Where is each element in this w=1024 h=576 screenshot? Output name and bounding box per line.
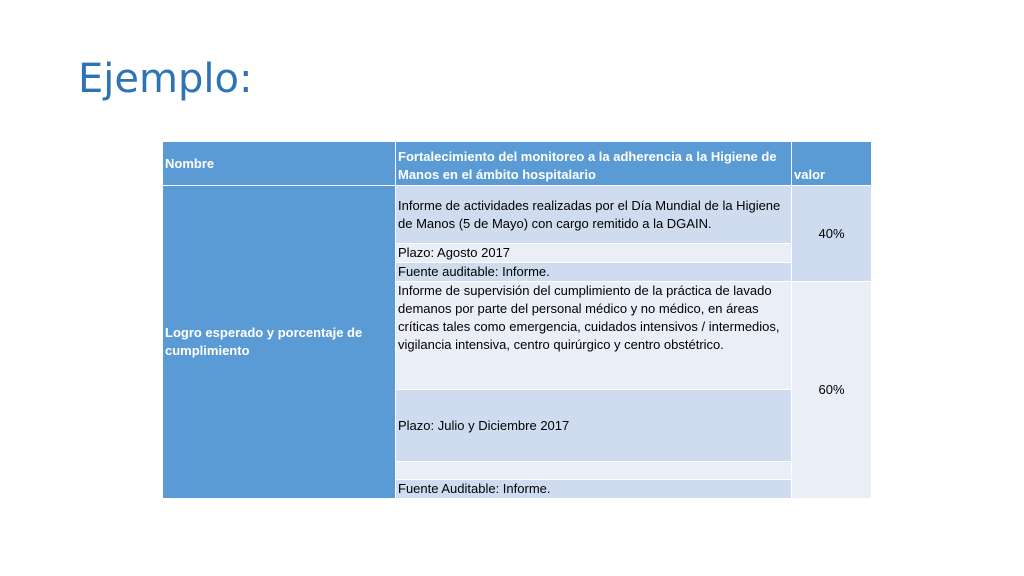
example-table: [162, 141, 872, 499]
fuente-cell-1: Fuente auditable: Informe.: [396, 263, 792, 282]
percent-cell-1: 40%: [792, 186, 872, 282]
plazo-cell-2: Plazo: Julio y Diciembre 2017: [396, 390, 792, 462]
plazo-cell-1: Plazo: Agosto 2017: [396, 244, 792, 263]
informe-cell-1: Informe de actividades realizadas por el Día Mundial de la Higiene de Manos (5 de Mayo) con cargo remitido a la DGAIN.: [396, 186, 792, 244]
row-label-cell: Logro esperado y porcentaje de cumplimiento: [163, 186, 396, 499]
value-header-cell: valor: [792, 142, 872, 186]
empty-cell: [396, 462, 792, 480]
percent-cell-2: 60%: [792, 282, 872, 499]
slide-title: Ejemplo:: [78, 56, 253, 102]
name-header-cell: Nombre: [163, 142, 396, 186]
informe-cell-2: Informe de supervisión del cumplimiento de la práctica de lavado demanos por parte del personal médico y no médico, en áreas críticas tales como emergencia, cuidados intensivos / intermedios, vigilancia intensiva, centro quirúrgico y centro obstétrico.: [396, 282, 792, 390]
table-row: [163, 186, 872, 244]
program-name-cell: Fortalecimiento del monitoreo a la adherencia a la Higiene de Manos en el ámbito hospitalario: [396, 142, 792, 186]
fuente-cell-2: Fuente Auditable: Informe.: [396, 480, 792, 499]
header-row: [163, 142, 872, 186]
